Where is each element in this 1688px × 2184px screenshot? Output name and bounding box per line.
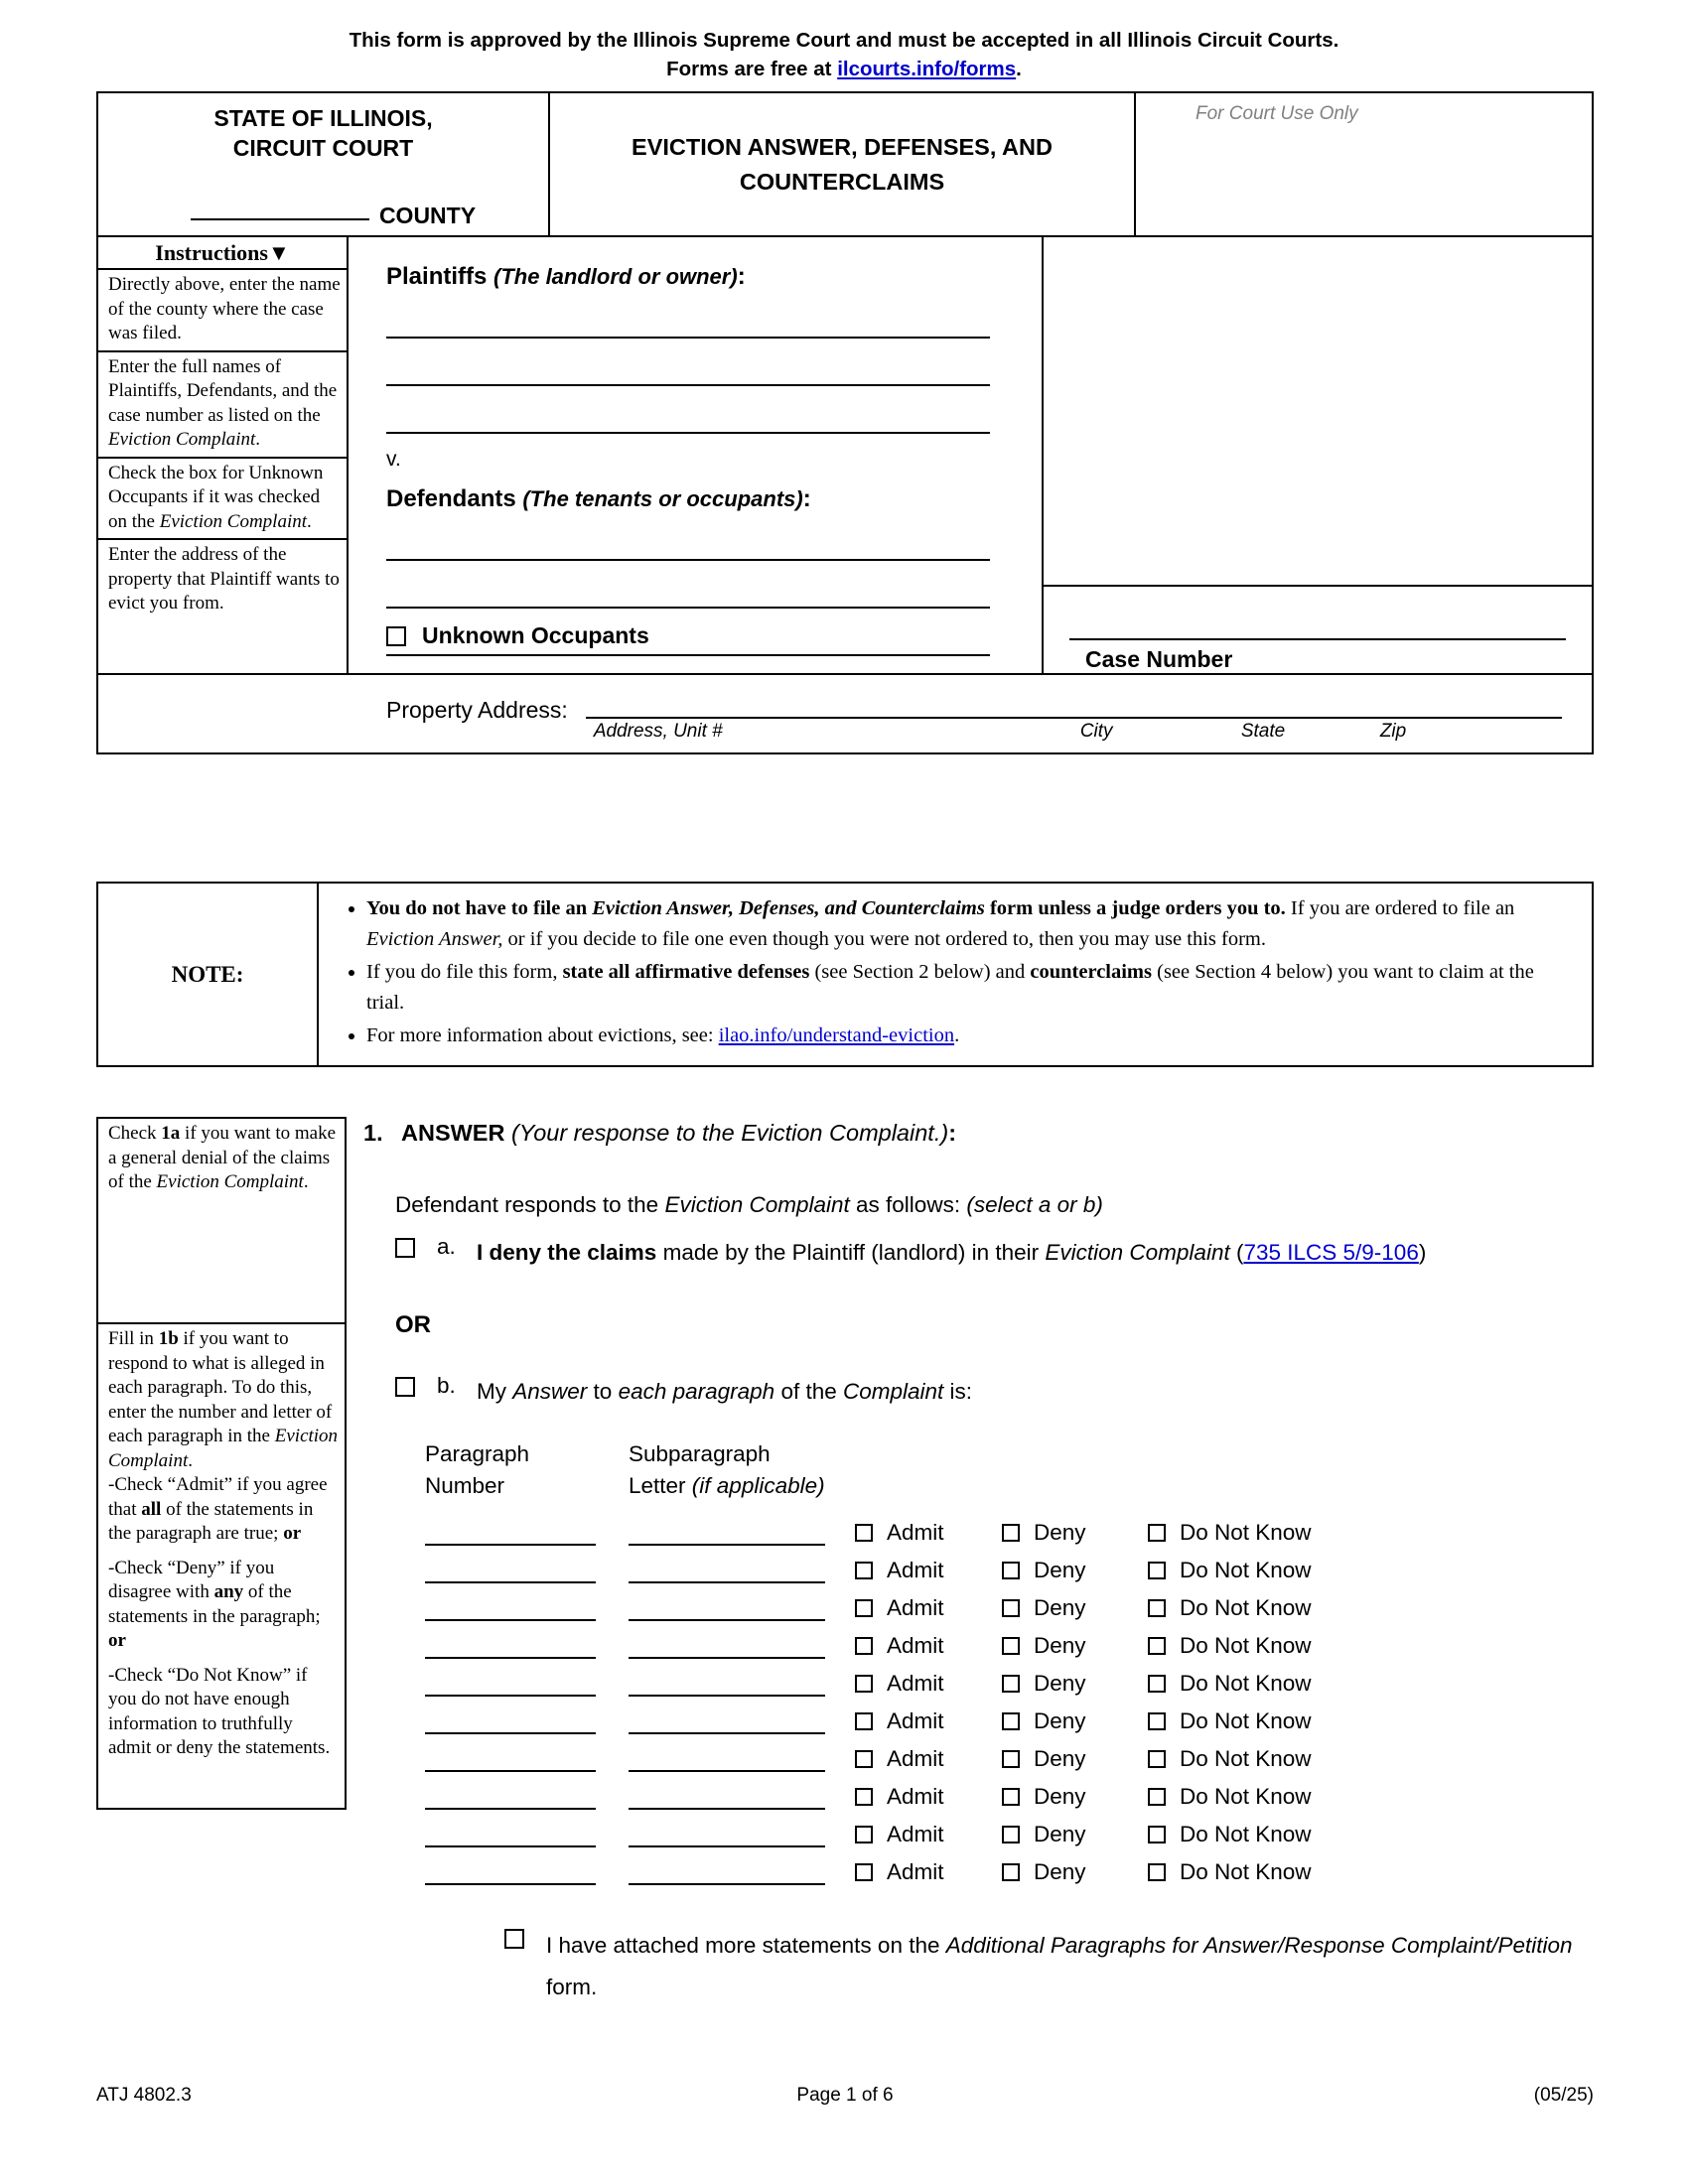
choice-admit[interactable] <box>855 1671 1002 1697</box>
instruction-item-county: Directly above, enter the name of the county where the case was filed. <box>98 270 347 352</box>
label-deny: Deny <box>1034 1784 1086 1809</box>
checkbox-do-not-know[interactable] <box>1148 1712 1166 1730</box>
state-line-2: CIRCUIT COURT <box>232 135 414 161</box>
form-title: EVICTION ANSWER, DEFENSES, AND COUNTERCLAIMS <box>550 93 1136 235</box>
sublabel-city: City <box>1079 721 1113 742</box>
label-admit: Admit <box>887 1822 944 1846</box>
choice-deny[interactable] <box>1002 1784 1148 1810</box>
choice-admit[interactable] <box>855 1746 1002 1772</box>
choice-do-not-know[interactable] <box>1148 1746 1336 1772</box>
label-do-not-know: Do Not Know <box>1180 1746 1312 1771</box>
caption-header-row <box>98 93 1592 235</box>
choice-deny[interactable] <box>1002 1859 1148 1885</box>
paragraph-number-input[interactable] <box>425 1740 596 1772</box>
instruction-item-unknown-occupants: Check the box for Unknown Occupants if it was checked on the Eviction Complaint. <box>98 459 347 541</box>
or-separator: OR <box>395 1311 431 1338</box>
checkbox-admit[interactable] <box>855 1637 873 1655</box>
choice-admit[interactable] <box>855 1558 1002 1583</box>
responds-suffix: as follows: <box>849 1192 967 1217</box>
court-stamp-area <box>1044 237 1592 587</box>
answer-row <box>425 1508 1595 1546</box>
choice-admit[interactable] <box>855 1595 1002 1621</box>
instructions-heading-label: Instructions <box>155 240 268 265</box>
plaintiff-line-3[interactable] <box>386 396 990 434</box>
versus-label: v. <box>386 448 401 471</box>
answer-row <box>425 1847 1595 1885</box>
answer-table-header <box>425 1438 1595 1502</box>
label-deny: Deny <box>1034 1520 1086 1545</box>
checkbox-do-not-know[interactable] <box>1148 1562 1166 1579</box>
checkbox-deny[interactable] <box>1002 1750 1020 1768</box>
label-deny: Deny <box>1034 1595 1086 1620</box>
label-admit: Admit <box>887 1633 944 1658</box>
label-admit: Admit <box>887 1520 944 1545</box>
note-bullet-2: • If you do file this form, state all affirmative defenses (see Section 2 below) and counterclaims (see Section 4 below) you want to claim at the trial. <box>366 957 1570 1019</box>
subparagraph-letter-input[interactable] <box>629 1627 825 1659</box>
column-header-letter: Letter <box>629 1473 692 1498</box>
instructions-heading[interactable] <box>98 237 347 270</box>
checkbox-deny[interactable] <box>1002 1675 1020 1693</box>
county-field[interactable] <box>98 203 548 229</box>
label-deny: Deny <box>1034 1708 1086 1733</box>
state-line-1: STATE OF ILLINOIS, <box>213 105 433 131</box>
checkbox-deny[interactable] <box>1002 1788 1020 1806</box>
paragraph-number-input[interactable] <box>425 1627 596 1659</box>
ilao-eviction-link[interactable]: ilao.info/understand-eviction <box>718 1024 955 1046</box>
choice-deny[interactable] <box>1002 1671 1148 1697</box>
property-address-input-line[interactable] <box>586 691 1562 719</box>
plaintiff-line-2[interactable] <box>386 348 990 386</box>
subparagraph-letter-input[interactable] <box>629 1740 825 1772</box>
choice-admit[interactable] <box>855 1708 1002 1734</box>
choice-admit[interactable] <box>855 1822 1002 1847</box>
label-admit: Admit <box>887 1708 944 1733</box>
case-number-label: Case Number <box>1085 646 1233 672</box>
answer-rows <box>425 1508 1595 1885</box>
checkbox-do-not-know[interactable] <box>1148 1788 1166 1806</box>
answer-row <box>425 1810 1595 1847</box>
forms-free-period: . <box>1016 58 1022 80</box>
subparagraph-letter-input[interactable] <box>629 1853 825 1885</box>
column-header-subparagraph <box>629 1438 867 1502</box>
property-address-row <box>98 673 1592 752</box>
responds-select-hint: (select a or b) <box>966 1192 1103 1217</box>
label-do-not-know: Do Not Know <box>1180 1595 1312 1620</box>
approval-line-2 <box>0 55 1688 83</box>
property-address-fields <box>568 691 1592 745</box>
caption-body-row <box>98 235 1592 673</box>
property-address-label: Property Address: <box>386 697 568 723</box>
column-header-subparagraph-l2 <box>629 1470 867 1502</box>
checkbox-do-not-know[interactable] <box>1148 1863 1166 1881</box>
checkbox-do-not-know[interactable] <box>1148 1524 1166 1542</box>
defendant-line-2[interactable] <box>386 571 990 609</box>
subparagraph-letter-input[interactable] <box>629 1552 825 1583</box>
paragraph-number-input[interactable] <box>425 1665 596 1697</box>
choice-do-not-know[interactable] <box>1148 1784 1336 1810</box>
section1-number: 1. <box>363 1120 383 1146</box>
checkbox-do-not-know[interactable] <box>1148 1750 1166 1768</box>
paragraph-number-input[interactable] <box>425 1778 596 1810</box>
option-a-letter: a. <box>437 1234 456 1259</box>
section1-heading <box>363 1120 1595 1147</box>
checkbox-do-not-know[interactable] <box>1148 1675 1166 1693</box>
section1-colon: : <box>948 1120 957 1146</box>
page-footer <box>96 2085 1594 2107</box>
choice-deny[interactable] <box>1002 1633 1148 1659</box>
choice-deny[interactable] <box>1002 1595 1148 1621</box>
defendants-label-text: Defendants <box>386 485 516 512</box>
checkbox-deny[interactable] <box>1002 1637 1020 1655</box>
choice-admit[interactable] <box>855 1520 1002 1546</box>
section1-body <box>363 1120 1595 2008</box>
checkbox-deny[interactable] <box>1002 1863 1020 1881</box>
section1-hint: (Your response to the Eviction Complaint.) <box>510 1120 949 1146</box>
approval-banner <box>0 26 1688 83</box>
option-a-text: I deny the claims made by the Plaintiff (landlord) in their Eviction Complaint (735 ILCS 5/9-106) <box>477 1240 1427 1265</box>
sublabel-state: State <box>1240 721 1286 742</box>
column-header-subparagraph-l1: Subparagraph <box>629 1441 771 1466</box>
option-b-text: My Answer to each paragraph of the Complaint is: <box>477 1379 973 1404</box>
label-deny: Deny <box>1034 1671 1086 1696</box>
checkbox-deny[interactable] <box>1002 1562 1020 1579</box>
column-header-letter-hint: (if applicable) <box>691 1473 825 1498</box>
state-court-cell <box>98 93 550 235</box>
paragraph-number-input[interactable] <box>425 1514 596 1546</box>
chevron-down-icon[interactable]: ▼ <box>267 240 290 265</box>
attachment-row[interactable] <box>504 1925 1595 2008</box>
checkbox-admit[interactable] <box>855 1750 873 1768</box>
checkbox-admit[interactable] <box>855 1863 873 1881</box>
label-do-not-know: Do Not Know <box>1180 1822 1312 1846</box>
choice-deny[interactable] <box>1002 1746 1148 1772</box>
plaintiffs-label: Plaintiffs (The landlord or owner): <box>386 263 746 290</box>
choice-admit[interactable] <box>855 1859 1002 1885</box>
footer-revision: (05/25) <box>1533 2085 1594 2106</box>
case-number-column <box>1044 237 1592 673</box>
answer-row <box>425 1734 1595 1772</box>
option-b-row[interactable] <box>395 1373 1595 1411</box>
ilcs-statute-link[interactable]: 735 ILCS 5/9-106 <box>1243 1240 1419 1265</box>
paragraph-number-input[interactable] <box>425 1589 596 1621</box>
label-do-not-know: Do Not Know <box>1180 1671 1312 1696</box>
choice-deny[interactable] <box>1002 1520 1148 1546</box>
unknown-occupants-checkbox[interactable] <box>386 626 406 646</box>
answer-row <box>425 1772 1595 1810</box>
footer-page-number: Page 1 of 6 <box>796 2085 894 2106</box>
answer-row <box>425 1697 1595 1734</box>
instruction-item-address: Enter the address of the property that Plaintiff wants to evict you from. <box>108 544 340 614</box>
plaintiff-line-1[interactable] <box>386 301 990 339</box>
responds-prefix: Defendant responds to the <box>395 1192 665 1217</box>
choice-do-not-know[interactable] <box>1148 1633 1336 1659</box>
sublabel-zip: Zip <box>1379 721 1407 742</box>
choice-admit[interactable] <box>855 1784 1002 1810</box>
attachment-checkbox[interactable] <box>504 1929 524 1949</box>
label-deny: Deny <box>1034 1822 1086 1846</box>
checkbox-deny[interactable] <box>1002 1524 1020 1542</box>
subparagraph-letter-input[interactable] <box>629 1816 825 1847</box>
column-header-paragraph <box>425 1438 629 1502</box>
checkbox-admit[interactable] <box>855 1826 873 1843</box>
option-a-checkbox[interactable] <box>395 1238 415 1258</box>
subparagraph-letter-input[interactable] <box>629 1514 825 1546</box>
choice-deny[interactable] <box>1002 1708 1148 1734</box>
responds-complaint-italic: Eviction Complaint <box>664 1192 850 1217</box>
parties-column <box>349 237 1044 673</box>
sublabel-address-unit: Address, Unit # <box>593 721 723 742</box>
label-deny: Deny <box>1034 1859 1086 1884</box>
county-blank-line[interactable] <box>191 218 369 220</box>
choice-do-not-know[interactable] <box>1148 1558 1336 1583</box>
paragraph-number-input[interactable] <box>425 1853 596 1885</box>
column-header-paragraph-l2: Number <box>425 1473 505 1498</box>
choice-do-not-know[interactable] <box>1148 1520 1336 1546</box>
checkbox-admit[interactable] <box>855 1524 873 1542</box>
defendant-line-1[interactable] <box>386 523 990 561</box>
choice-admit[interactable] <box>855 1633 1002 1659</box>
answer-row <box>425 1659 1595 1697</box>
option-b-letter: b. <box>437 1373 456 1398</box>
court-use-only-label: For Court Use Only <box>1196 103 1358 124</box>
note-body <box>319 884 1592 1065</box>
case-number-field[interactable] <box>1044 587 1592 673</box>
defendants-hint: (The tenants or occupants) <box>522 486 803 511</box>
choice-do-not-know[interactable] <box>1148 1859 1336 1885</box>
label-deny: Deny <box>1034 1746 1086 1771</box>
defendants-label: Defendants (The tenants or occupants): <box>386 485 811 512</box>
option-b-checkbox[interactable] <box>395 1377 415 1397</box>
county-label: COUNTY <box>378 203 477 228</box>
label-do-not-know: Do Not Know <box>1180 1859 1312 1884</box>
forms-free-text: Forms are free at <box>666 58 838 80</box>
property-address-sublabels <box>586 719 1562 745</box>
checkbox-admit[interactable] <box>855 1599 873 1617</box>
note-bullet-3: • For more information about evictions, see: ilao.info/understand-eviction. <box>366 1021 1570 1051</box>
checkbox-admit[interactable] <box>855 1788 873 1806</box>
answer-row <box>425 1583 1595 1621</box>
choice-deny[interactable] <box>1002 1822 1148 1847</box>
checkbox-do-not-know[interactable] <box>1148 1599 1166 1617</box>
label-admit: Admit <box>887 1784 944 1809</box>
caption-table <box>96 91 1594 754</box>
checkbox-deny[interactable] <box>1002 1826 1020 1843</box>
label-admit: Admit <box>887 1859 944 1884</box>
label-do-not-know: Do Not Know <box>1180 1558 1312 1582</box>
checkbox-do-not-know[interactable] <box>1148 1637 1166 1655</box>
unknown-occupants-row[interactable] <box>386 622 649 649</box>
label-admit: Admit <box>887 1595 944 1620</box>
approval-line-1: This form is approved by the Illinois Supreme Court and must be accepted in all Illinois Circuit Courts. <box>349 29 1339 52</box>
section1-title: ANSWER <box>401 1120 505 1146</box>
subparagraph-letter-input[interactable] <box>629 1665 825 1697</box>
checkbox-do-not-know[interactable] <box>1148 1826 1166 1843</box>
defendant-responds-line <box>395 1192 1595 1218</box>
subparagraph-letter-input[interactable] <box>629 1778 825 1810</box>
checkbox-admit[interactable] <box>855 1675 873 1693</box>
plaintiffs-hint: (The landlord or owner) <box>493 264 738 289</box>
label-admit: Admit <box>887 1558 944 1582</box>
caption-instructions-column <box>98 237 349 673</box>
instruction-fill-1b: Fill in 1b if you want to respond to what is alleged in each paragraph. To do this, enter the number and letter of each paragraph in the Eviction Complaint. -Check “Admit” if you agree that all of the statements in the paragraph are true; or -Check “Deny” if you disagree with any of the statements in the paragraph; or -Check “Do Not Know” if you do not have enough information to truthfully admit or deny the statements. <box>108 1328 339 1758</box>
label-admit: Admit <box>887 1671 944 1696</box>
for-court-use-only-cell <box>1136 93 1592 235</box>
instruction-check-1a: Check 1a if you want to make a general denial of the claims of the Eviction Complaint. <box>98 1119 345 1324</box>
paragraph-number-input[interactable] <box>425 1816 596 1847</box>
column-header-paragraph-l1: Paragraph <box>425 1441 530 1466</box>
answer-row <box>425 1546 1595 1583</box>
footer-form-number: ATJ 4802.3 <box>96 2085 192 2106</box>
plaintiffs-label-text: Plaintiffs <box>386 263 488 290</box>
choice-do-not-know[interactable] <box>1148 1595 1336 1621</box>
note-bullet-1: • You do not have to file an Eviction Answer, Defenses, and Counterclaims form unless a judge orders you to. If you are ordered to file an Eviction Answer, or if you decide to file one even though you were not ordered to, then you may use this form. <box>366 893 1570 955</box>
label-do-not-know: Do Not Know <box>1180 1784 1312 1809</box>
label-do-not-know: Do Not Know <box>1180 1708 1312 1733</box>
subparagraph-letter-input[interactable] <box>629 1703 825 1734</box>
note-box <box>96 882 1594 1067</box>
label-admit: Admit <box>887 1746 944 1771</box>
label-deny: Deny <box>1034 1633 1086 1658</box>
attachment-text: I have attached more statements on the Additional Paragraphs for Answer/Response Complaint/Petition form. <box>546 1933 1573 1999</box>
checkbox-admit[interactable] <box>855 1562 873 1579</box>
answer-row <box>425 1621 1595 1659</box>
paragraph-number-input[interactable] <box>425 1703 596 1734</box>
choice-do-not-know[interactable] <box>1148 1822 1336 1847</box>
label-do-not-know: Do Not Know <box>1180 1633 1312 1658</box>
checkbox-deny[interactable] <box>1002 1599 1020 1617</box>
label-do-not-know: Do Not Know <box>1180 1520 1312 1545</box>
note-label: NOTE: <box>98 884 319 1065</box>
unknown-occupants-label: Unknown Occupants <box>422 622 649 648</box>
option-a-row[interactable] <box>395 1234 1595 1272</box>
paragraph-number-input[interactable] <box>425 1552 596 1583</box>
subparagraph-letter-input[interactable] <box>629 1589 825 1621</box>
choice-do-not-know[interactable] <box>1148 1708 1336 1734</box>
choice-do-not-know[interactable] <box>1148 1671 1336 1697</box>
checkbox-admit[interactable] <box>855 1712 873 1730</box>
label-deny: Deny <box>1034 1558 1086 1582</box>
instruction-item-names: Enter the full names of Plaintiffs, Defendants, and the case number as listed on the Eviction Complaint. <box>98 352 347 459</box>
checkbox-deny[interactable] <box>1002 1712 1020 1730</box>
ilcourts-forms-link[interactable]: ilcourts.info/forms <box>837 58 1017 80</box>
choice-deny[interactable] <box>1002 1558 1148 1583</box>
section1-instructions-column <box>96 1117 347 1810</box>
